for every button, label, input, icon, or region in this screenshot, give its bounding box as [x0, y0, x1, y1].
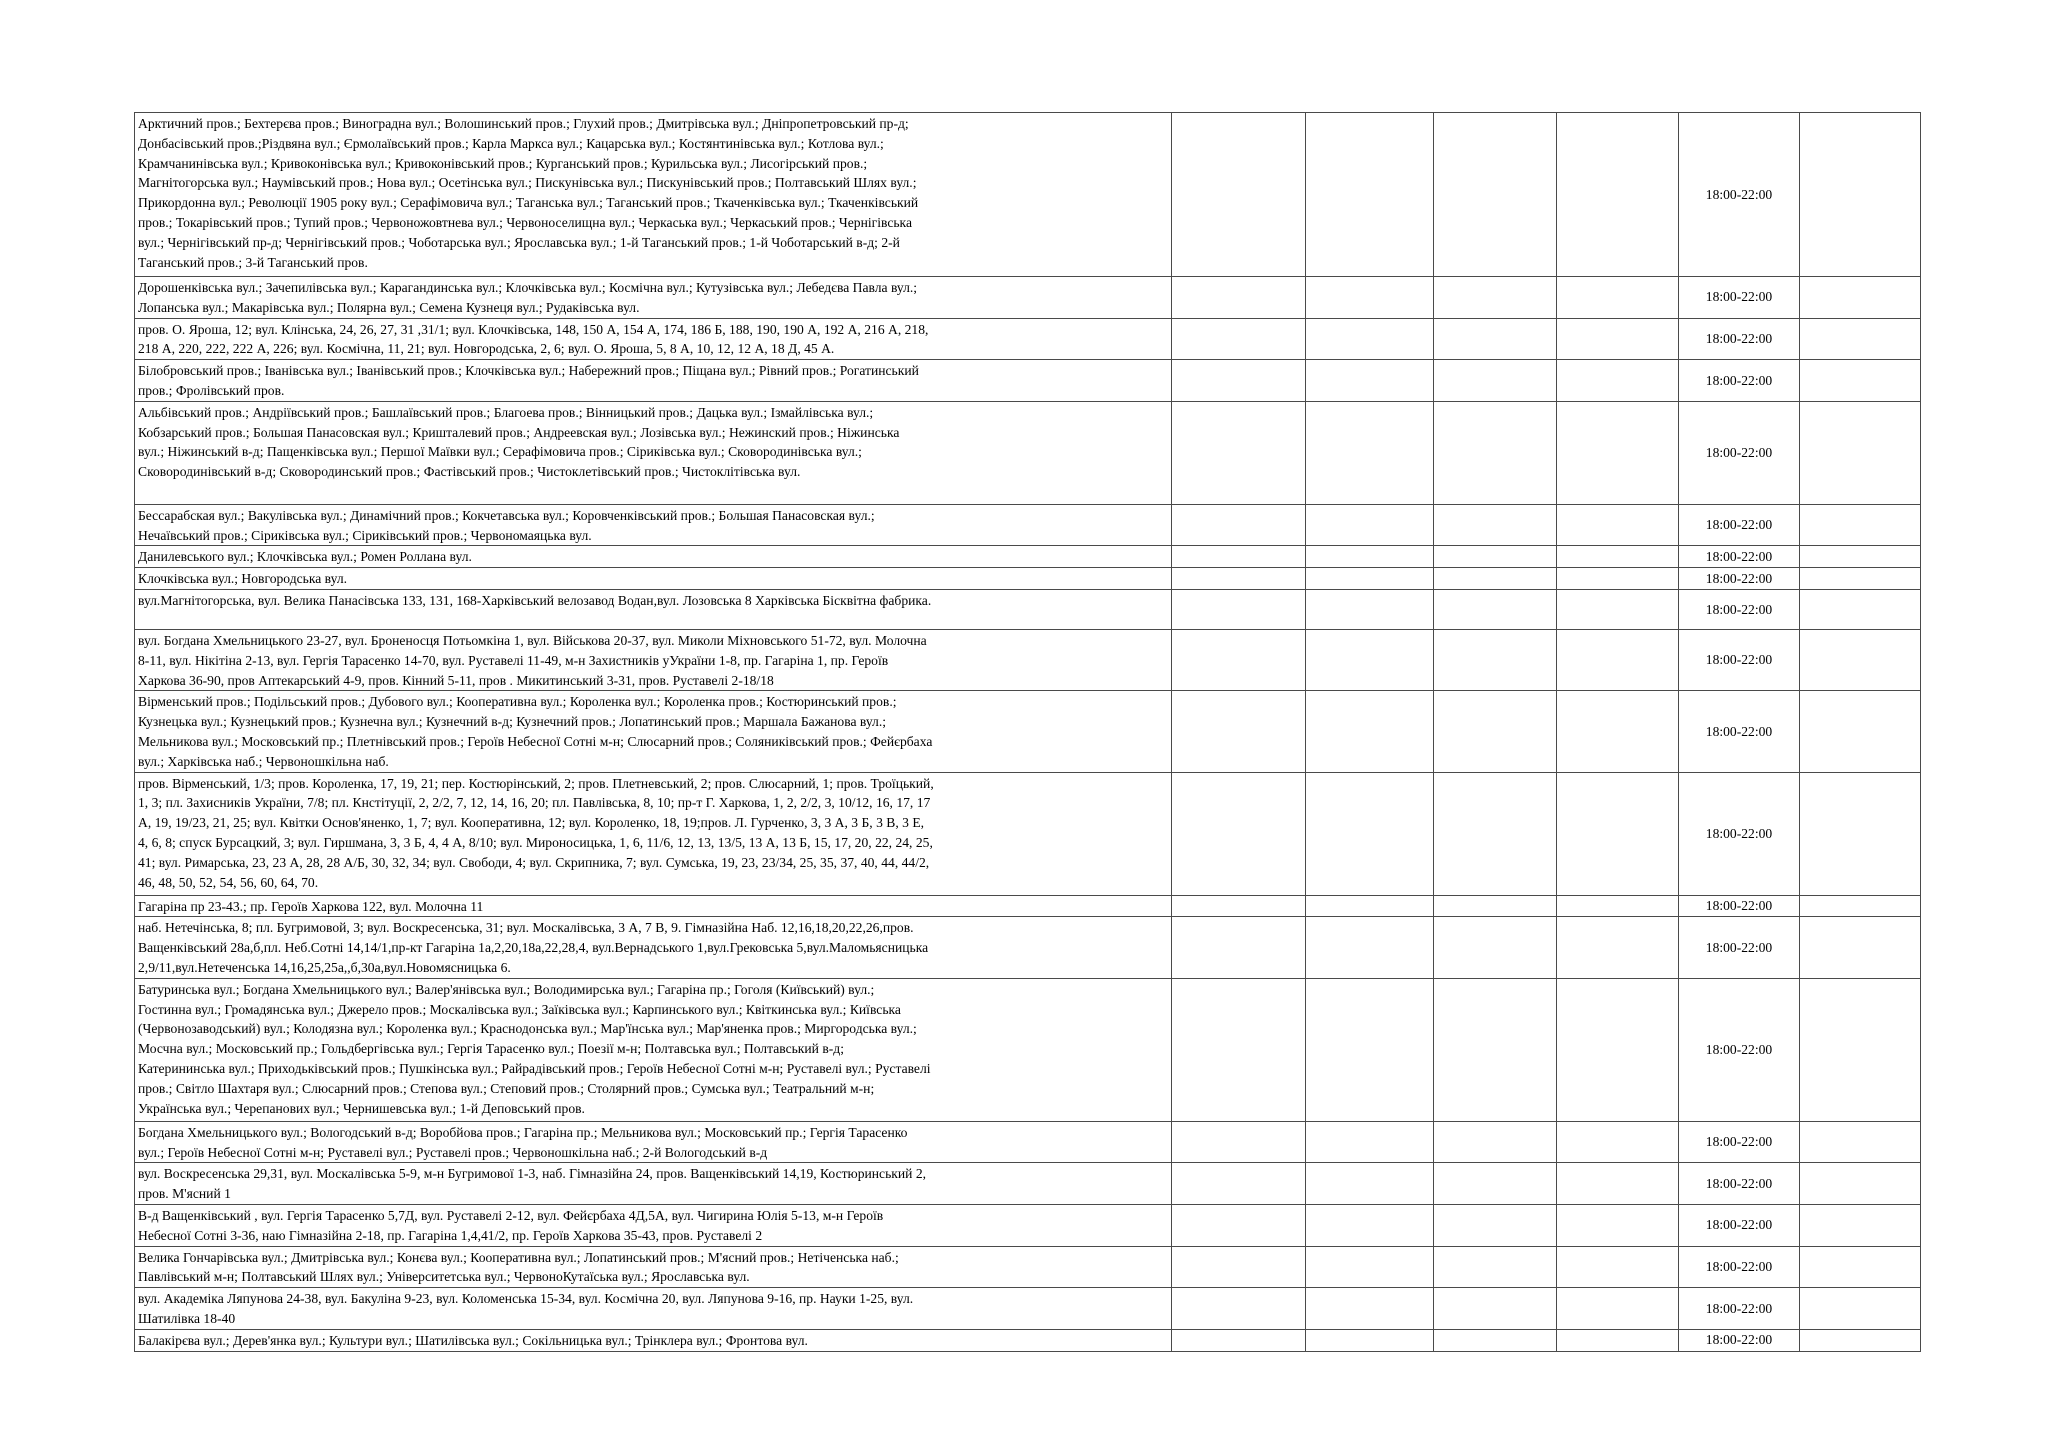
empty-cell: [1557, 318, 1679, 360]
empty-cell: [1434, 401, 1557, 504]
empty-cell: [1557, 568, 1679, 590]
table-row: [135, 589, 1921, 629]
address-cell: Данилевського вул.; Клочківська вул.; Ромен Роллана вул.: [135, 546, 1172, 568]
empty-cell: [1306, 113, 1434, 277]
empty-cell: [1172, 917, 1306, 978]
empty-cell: [1800, 113, 1921, 277]
empty-cell: [1434, 1204, 1557, 1246]
empty-cell: [1172, 1204, 1306, 1246]
table-row: [135, 1163, 1921, 1205]
table-row: [135, 1121, 1921, 1163]
empty-cell: [1557, 1329, 1679, 1351]
empty-cell: [1172, 277, 1306, 319]
empty-cell: [1557, 277, 1679, 319]
address-cell: Альбівський пров.; Андріївський пров.; Башлаївський пров.; Благоева пров.; Вінницький пров.; Дацька вул.; Ізмайлівська вул.; Кобзарський пров.; Большая Панасовская вул.; Кришталевий пров.; Андреевская вул.; Лозівська вул.; Нежинский пров.; Ніжинська вул.; Ніжинський в-д; Пащенківська вул.; Першої Маївки вул.; Серафімовича пров.; Сіриківська вул.; Сковородинівська вул.; Сковородинівський в-д; Сковородинський пров.; Фастівський пров.; Чистоклетівський пров.; Чистоклітівська вул.: [135, 401, 1172, 504]
time-cell: 18:00-22:00: [1679, 1163, 1800, 1205]
time-cell: 18:00-22:00: [1679, 978, 1800, 1121]
address-cell: Гагаріна пр 23-43.; пр. Героїв Харкова 122, вул. Молочна 11: [135, 895, 1172, 917]
empty-cell: [1434, 1288, 1557, 1330]
empty-cell: [1800, 1329, 1921, 1351]
table-row: [135, 568, 1921, 590]
empty-cell: [1306, 1288, 1434, 1330]
empty-cell: [1800, 1204, 1921, 1246]
table-row: [135, 504, 1921, 546]
time-cell: 18:00-22:00: [1679, 318, 1800, 360]
empty-cell: [1172, 504, 1306, 546]
address-cell: В-д Ващенківський , вул. Гергія Тарасенко 5,7Д, вул. Руставелі 2-12, вул. Фейєрбаха 4Д,5А, вул. Чигирина Юлія 5-13, м-н Героїв Небесної Сотні 3-36, наю Гімназійна 2-18, пр. Гагаріна 1,4,41/2, пр. Героїв Харкова 35-43, пров. Руставелі 2: [135, 1204, 1172, 1246]
empty-cell: [1306, 546, 1434, 568]
time-cell: 18:00-22:00: [1679, 1121, 1800, 1163]
address-cell: вул. Академіка Ляпунова 24-38, вул. Бакуліна 9-23, вул. Коломенська 15-34, вул. Космічна 20, вул. Ляпунова 9-16, пр. Науки 1-25, вул. Шатилівка 18-40: [135, 1288, 1172, 1330]
table-row: [135, 318, 1921, 360]
table-row: [135, 113, 1921, 277]
empty-cell: [1172, 113, 1306, 277]
time-cell: 18:00-22:00: [1679, 895, 1800, 917]
empty-cell: [1306, 1121, 1434, 1163]
table-row: [135, 546, 1921, 568]
time-cell: 18:00-22:00: [1679, 113, 1800, 277]
address-cell: Вірменський пров.; Подільський пров.; Дубового вул.; Кооперативна вул.; Короленка вул.; Короленка пров.; Костюринський пров.; Кузнецька вул.; Кузнецький пров.; Кузнечна вул.; Кузнечний в-д; Кузнечний пров.; Лопатинський пров.; Маршала Бажанова вул.; Мельникова вул.; Московський пр.; Плетнівський пров.; Героїв Небесної Сотні м-н; Слюсарний пров.; Соляниківський пров.; Фейєрбаха вул.; Харківська наб.; Червоношкільна наб.: [135, 691, 1172, 772]
table-row: [135, 360, 1921, 402]
time-cell: 18:00-22:00: [1679, 401, 1800, 504]
empty-cell: [1434, 917, 1557, 978]
empty-cell: [1800, 629, 1921, 690]
empty-cell: [1557, 917, 1679, 978]
empty-cell: [1800, 360, 1921, 402]
table-row: [135, 917, 1921, 978]
empty-cell: [1172, 360, 1306, 402]
address-cell: Велика Гончарівська вул.; Дмитрівська вул.; Конєва вул.; Кооперативна вул.; Лопатинський пров.; М'ясний пров.; Нетіченська наб.; Павлівський м-н; Полтавський Шлях вул.; Університетська вул.; ЧервоноКутаїська вул.; Ярославська вул.: [135, 1246, 1172, 1288]
empty-cell: [1800, 504, 1921, 546]
empty-cell: [1434, 113, 1557, 277]
empty-cell: [1800, 917, 1921, 978]
empty-cell: [1557, 1288, 1679, 1330]
empty-cell: [1557, 504, 1679, 546]
empty-cell: [1557, 589, 1679, 629]
time-cell: 18:00-22:00: [1679, 691, 1800, 772]
time-cell: 18:00-22:00: [1679, 1204, 1800, 1246]
empty-cell: [1306, 277, 1434, 319]
empty-cell: [1434, 318, 1557, 360]
empty-cell: [1434, 978, 1557, 1121]
empty-cell: [1306, 318, 1434, 360]
empty-cell: [1800, 1246, 1921, 1288]
empty-cell: [1434, 589, 1557, 629]
empty-cell: [1306, 1163, 1434, 1205]
empty-cell: [1172, 1246, 1306, 1288]
empty-cell: [1306, 917, 1434, 978]
empty-cell: [1557, 629, 1679, 690]
time-cell: 18:00-22:00: [1679, 504, 1800, 546]
time-cell: 18:00-22:00: [1679, 568, 1800, 590]
table-body: [135, 113, 1921, 1352]
empty-cell: [1306, 978, 1434, 1121]
address-cell: пров. О. Яроша, 12; вул. Клінська, 24, 26, 27, 31 ,31/1; вул. Клочківська, 148, 150 А, 154 А, 174, 186 Б, 188, 190, 190 А, 192 А, 216 А, 218, 218 А, 220, 222, 222 А, 226; вул. Космічна, 11, 21; вул. Новгородська, 2, 6; вул. О. Яроша, 5, 8 А, 10, 12, 12 А, 18 Д, 45 А.: [135, 318, 1172, 360]
empty-cell: [1434, 1329, 1557, 1351]
empty-cell: [1434, 691, 1557, 772]
empty-cell: [1306, 772, 1434, 895]
table-row: [135, 895, 1921, 917]
empty-cell: [1434, 1163, 1557, 1205]
address-cell: пров. Вірменський, 1/3; пров. Короленка, 17, 19, 21; пер. Костюрінський, 2; пров. Плетневський, 2; пров. Слюсарний, 1; пров. Троїцький, 1, 3; пл. Захисників України, 7/8; пл. Кнстітуції, 2, 2/2, 7, 12, 14, 16, 20; пл. Павлівська, 8, 10; пр-т Г. Харкова, 1, 2, 2/2, 3, 10/12, 16, 17, 17 А, 19, 19/23, 21, 25; вул. Квітки Основ'яненко, 1, 7; вул. Кооперативна, 12; вул. Короленко, 18, 19;пров. Л. Гурченко, 3, 3 А, 3 Б, 3 В, 3 Е, 4, 6, 8; спуск Бурсацкий, 3; вул. Гиршмана, 3, 3 Б, 4, 4 А, 8/10; вул. Мироносицька, 1, 6, 11/6, 12, 13, 13/5, 13 А, 13 Б, 15, 17, 20, 22, 24, 25, 41; вул. Римарська, 23, 23 А, 28, 28 А/Б, 30, 32, 34; вул. Свободи, 4; вул. Скрипника, 7; вул. Сумська, 19, 23, 23/34, 25, 35, 37, 40, 44, 44/2, 46, 48, 50, 52, 54, 56, 60, 64, 70.: [135, 772, 1172, 895]
empty-cell: [1800, 772, 1921, 895]
empty-cell: [1557, 978, 1679, 1121]
address-cell: вул.Магнітогорська, вул. Велика Панасівська 133, 131, 168-Харківський велозавод Водан,вул. Лозовська 8 Харківська Бісквітна фабрика.: [135, 589, 1172, 629]
empty-cell: [1800, 1163, 1921, 1205]
time-cell: 18:00-22:00: [1679, 772, 1800, 895]
address-cell: Арктичний пров.; Бехтерєва пров.; Виноградна вул.; Волошинський пров.; Глухий пров.; Дмитрівська вул.; Дніпропетровський пр-д; Донбасівський пров.;Різдвяна вул.; Єрмолаївський пров.; Карла Маркса вул.; Кацарська вул.; Костянтинівська вул.; Котлова вул.; Крамчанинівська вул.; Кривоконівська вул.; Кривоконівський пров.; Курганський пров.; Курильська вул.; Лисогірський пров.; Магнітогорська вул.; Наумівський пров.; Нова вул.; Осетінська вул.; Пискунівська вул.; Пискунівський пров.; Полтавський Шлях вул.; Прикордонна вул.; Революції 1905 року вул.; Серафімовича вул.; Таганська вул.; Таганський пров.; Ткаченківська вул.; Ткаченківський пров.; Токарівський пров.; Тупий пров.; Червоножовтнева вул.; Червоноселищна вул.; Черкаська вул.; Черкаський пров.; Чернігівська вул.; Чернігівський пр-д; Чернігівський пров.; Чоботарська вул.; Ярославська вул.; 1-й Таганський пров.; 1-й Чоботарський в-д; 2-й Таганський пров.; 3-й Таганський пров.: [135, 113, 1172, 277]
empty-cell: [1306, 504, 1434, 546]
address-cell: Білобровський пров.; Іванівська вул.; Іванівський пров.; Клочківська вул.; Набережний пров.; Піщана вул.; Рівний пров.; Рогатинський пров.; Фролівський пров.: [135, 360, 1172, 402]
empty-cell: [1434, 629, 1557, 690]
empty-cell: [1172, 1121, 1306, 1163]
empty-cell: [1172, 589, 1306, 629]
time-cell: 18:00-22:00: [1679, 629, 1800, 690]
empty-cell: [1557, 401, 1679, 504]
empty-cell: [1306, 1246, 1434, 1288]
empty-cell: [1434, 895, 1557, 917]
empty-cell: [1800, 1288, 1921, 1330]
time-cell: 18:00-22:00: [1679, 1288, 1800, 1330]
empty-cell: [1434, 568, 1557, 590]
empty-cell: [1434, 1121, 1557, 1163]
empty-cell: [1434, 1246, 1557, 1288]
time-cell: 18:00-22:00: [1679, 360, 1800, 402]
table-row: [135, 978, 1921, 1121]
table-row: [135, 1329, 1921, 1351]
address-cell: наб. Нетечінська, 8; пл. Бугримовой, 3; вул. Воскресенська, 31; вул. Москалівська, 3 А, 7 В, 9. Гімназійна Наб. 12,16,18,20,22,26,пров. Ващенківський 28а,б,пл. Неб.Сотні 14,14/1,пр-кт Гагаріна 1а,2,20,18а,22,28,4, вул.Вернадського 1,вул.Грековська 5,вул.Маломьясницька 2,9/11,вул.Нетеченська 14,16,25,25а,,б,30а,вул.Новомясницька 6.: [135, 917, 1172, 978]
address-cell: Дорошенківська вул.; Зачепилівська вул.; Карагандинська вул.; Клочківська вул.; Космічна вул.; Кутузівська вул.; Лебедєва Павла вул.; Лопанська вул.; Макарівська вул.; Полярна вул.; Семена Кузнеця вул.; Рудаківська вул.: [135, 277, 1172, 319]
empty-cell: [1800, 978, 1921, 1121]
empty-cell: [1800, 277, 1921, 319]
table-row: [135, 691, 1921, 772]
empty-cell: [1434, 360, 1557, 402]
time-cell: 18:00-22:00: [1679, 546, 1800, 568]
empty-cell: [1800, 318, 1921, 360]
empty-cell: [1800, 546, 1921, 568]
address-cell: Клочківська вул.; Новгородська вул.: [135, 568, 1172, 590]
time-cell: 18:00-22:00: [1679, 1246, 1800, 1288]
empty-cell: [1172, 318, 1306, 360]
time-cell: 18:00-22:00: [1679, 917, 1800, 978]
empty-cell: [1557, 1246, 1679, 1288]
empty-cell: [1172, 1329, 1306, 1351]
empty-cell: [1800, 589, 1921, 629]
empty-cell: [1557, 546, 1679, 568]
empty-cell: [1800, 895, 1921, 917]
empty-cell: [1800, 568, 1921, 590]
empty-cell: [1434, 504, 1557, 546]
outage-schedule-table: [134, 112, 1921, 1352]
address-cell: Балакірєва вул.; Дерев'янка вул.; Культури вул.; Шатилівська вул.; Сокільницька вул.; Трінклера вул.; Фронтова вул.: [135, 1329, 1172, 1351]
time-cell: 18:00-22:00: [1679, 277, 1800, 319]
empty-cell: [1800, 1121, 1921, 1163]
empty-cell: [1306, 1204, 1434, 1246]
empty-cell: [1172, 1288, 1306, 1330]
empty-cell: [1306, 589, 1434, 629]
time-cell: 18:00-22:00: [1679, 589, 1800, 629]
empty-cell: [1557, 1163, 1679, 1205]
time-cell: 18:00-22:00: [1679, 1329, 1800, 1351]
empty-cell: [1172, 895, 1306, 917]
empty-cell: [1172, 978, 1306, 1121]
table-row: [135, 772, 1921, 895]
table-row: [135, 1246, 1921, 1288]
empty-cell: [1306, 568, 1434, 590]
empty-cell: [1306, 401, 1434, 504]
empty-cell: [1557, 691, 1679, 772]
empty-cell: [1306, 1329, 1434, 1351]
address-cell: Батуринська вул.; Богдана Хмельницького вул.; Валер'янівська вул.; Володимирська вул.; Гагаріна пр.; Гоголя (Київський) вул.; Гостинна вул.; Громадянська вул.; Джерело пров.; Москалівська вул.; Заїківська вул.; Карпинського вул.; Квіткинська вул.; Київська (Червонозаводський) вул.; Колодязна вул.; Короленка вул.; Краснодонська вул.; Мар'їнська вул.; Мар'яненка пров.; Миргородська вул.; Мосчна вул.; Московський пр.; Гольдбергівська вул.; Гергія Тарасенко вул.; Поезії м-н; Полтавська вул.; Полтавський в-д; Катерининська вул.; Приходьківський пров.; Пушкінська вул.; Райрадівський пров.; Героїв Небесної Сотні м-н; Руставелі вул.; Руставелі пров.; Світло Шахтаря вул.; Слюсарний пров.; Степова вул.; Степовий пров.; Столярний пров.; Сумська вул.; Театральний м-н; Українська вул.; Черепанових вул.; Чернишевська вул.; 1-й Деповський пров.: [135, 978, 1172, 1121]
empty-cell: [1306, 895, 1434, 917]
empty-cell: [1172, 568, 1306, 590]
empty-cell: [1434, 277, 1557, 319]
address-cell: Богдана Хмельницького вул.; Вологодський в-д; Воробйова пров.; Гагаріна пр.; Мельникова вул.; Московський пр.; Гергія Тарасенко вул.; Героїв Небесної Сотні м-н; Руставелі вул.; Руставелі пров.; Червоношкільна наб.; 2-й Вологодський в-д: [135, 1121, 1172, 1163]
table-row: [135, 629, 1921, 690]
empty-cell: [1172, 691, 1306, 772]
table-row: [135, 1204, 1921, 1246]
empty-cell: [1172, 1163, 1306, 1205]
table-row: [135, 277, 1921, 319]
empty-cell: [1172, 629, 1306, 690]
empty-cell: [1306, 691, 1434, 772]
empty-cell: [1434, 546, 1557, 568]
empty-cell: [1172, 772, 1306, 895]
empty-cell: [1557, 1204, 1679, 1246]
empty-cell: [1172, 546, 1306, 568]
empty-cell: [1306, 629, 1434, 690]
empty-cell: [1557, 895, 1679, 917]
empty-cell: [1800, 691, 1921, 772]
empty-cell: [1172, 401, 1306, 504]
address-cell: Бессарабская вул.; Вакулівська вул.; Динамічний пров.; Кокчетавська вул.; Коровченківський пров.; Большая Панасовская вул.; Нечаївський пров.; Сіриківська вул.; Сіриківський пров.; Червономаяцька вул.: [135, 504, 1172, 546]
table-row: [135, 401, 1921, 504]
empty-cell: [1557, 113, 1679, 277]
empty-cell: [1557, 360, 1679, 402]
empty-cell: [1557, 772, 1679, 895]
empty-cell: [1306, 360, 1434, 402]
address-cell: вул. Воскресенська 29,31, вул. Москалівська 5-9, м-н Бугримової 1-3, наб. Гімназійна 24, пров. Ващенківський 14,19, Костюринський 2, пров. М'ясний 1: [135, 1163, 1172, 1205]
address-cell: вул. Богдана Хмельницького 23-27, вул. Броненосця Потьомкіна 1, вул. Військова 20-37, вул. Миколи Міхновського 51-72, вул. Молочна 8-11, вул. Нікітіна 2-13, вул. Гергія Тарасенко 14-70, вул. Руставелі 11-49, м-н Захистників уУкраїни 1-8, пр. Гагаріна 1, пр. Героїв Харкова 36-90, пров Аптекарський 4-9, пров. Кінний 5-11, пров . Микитинський 3-31, пров. Руставелі 2-18/18: [135, 629, 1172, 690]
empty-cell: [1557, 1121, 1679, 1163]
empty-cell: [1434, 772, 1557, 895]
table-row: [135, 1288, 1921, 1330]
empty-cell: [1800, 401, 1921, 504]
